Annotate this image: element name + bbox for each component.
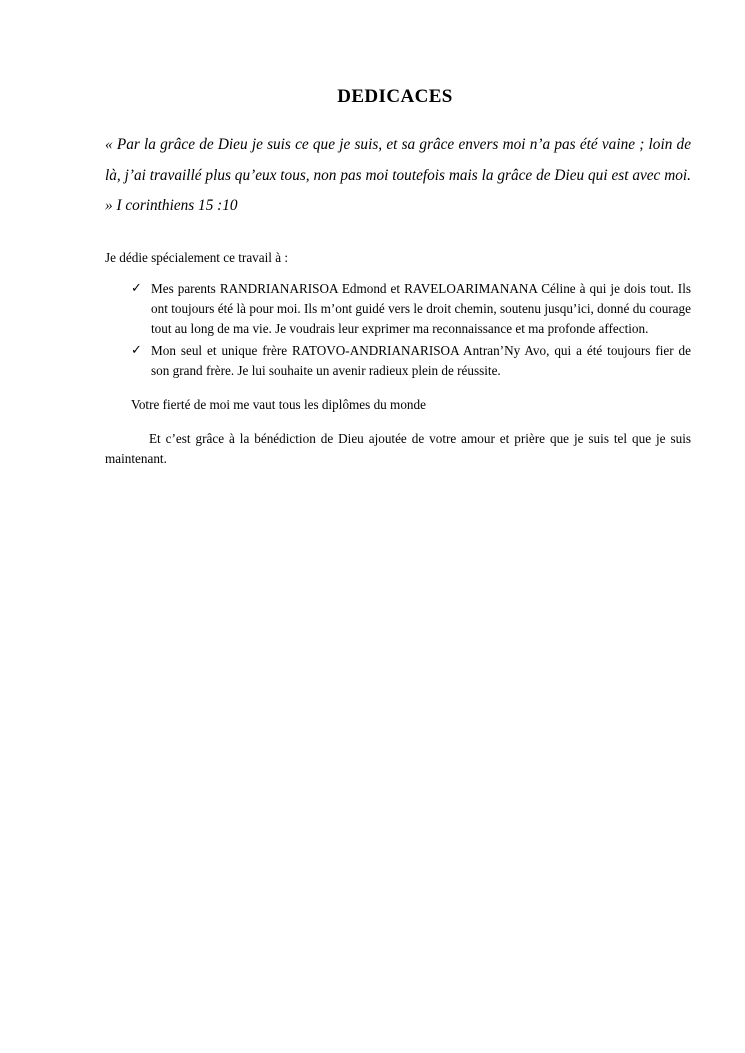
scripture-quote: « Par la grâce de Dieu je suis ce que je suis, et sa grâce envers moi n’a pas été vaine ; loin de là, j’ai travaillé plus qu’eux tous, non pas moi toutefois mais la grâce de Dieu qui est avec moi. » I corinthiens 15 :10	[105, 136, 691, 215]
page-title: DEDICACES	[337, 86, 453, 107]
list-item	[105, 341, 691, 381]
dedication-intro: Je dédie spécialement ce travail à :	[105, 249, 289, 265]
closing-line-pride: Votre fierté de moi me vaut tous les diplômes du monde	[131, 397, 426, 413]
dedication-list	[105, 279, 691, 381]
closing-paragraph-blessing: Et c’est grâce à la bénédiction de Dieu ajoutée de votre amour et prière que je suis tel que je suis maintenant.	[105, 431, 691, 467]
checkmark-icon: ✓	[131, 280, 142, 296]
list-item-text: Mon seul et unique frère RATOVO-ANDRIANARISOA Antran’Ny Avo, qui a été toujours fier de son grand frère. Je lui souhaite un avenir radieux plein de réussite.	[151, 343, 691, 379]
list-item	[105, 279, 691, 339]
checkmark-icon: ✓	[131, 343, 142, 359]
list-item-text: Mes parents RANDRIANARISOA Edmond et RAVELOARIMANANA Céline à qui je dois tout. Ils ont toujours été là pour moi. Ils m’ont guidé vers le droit chemin, soutenu jusqu’ici, donné du courage tout au long de ma vie. Je voudrais leur exprimer ma reconnaissance et ma profonde affection.	[151, 280, 691, 337]
